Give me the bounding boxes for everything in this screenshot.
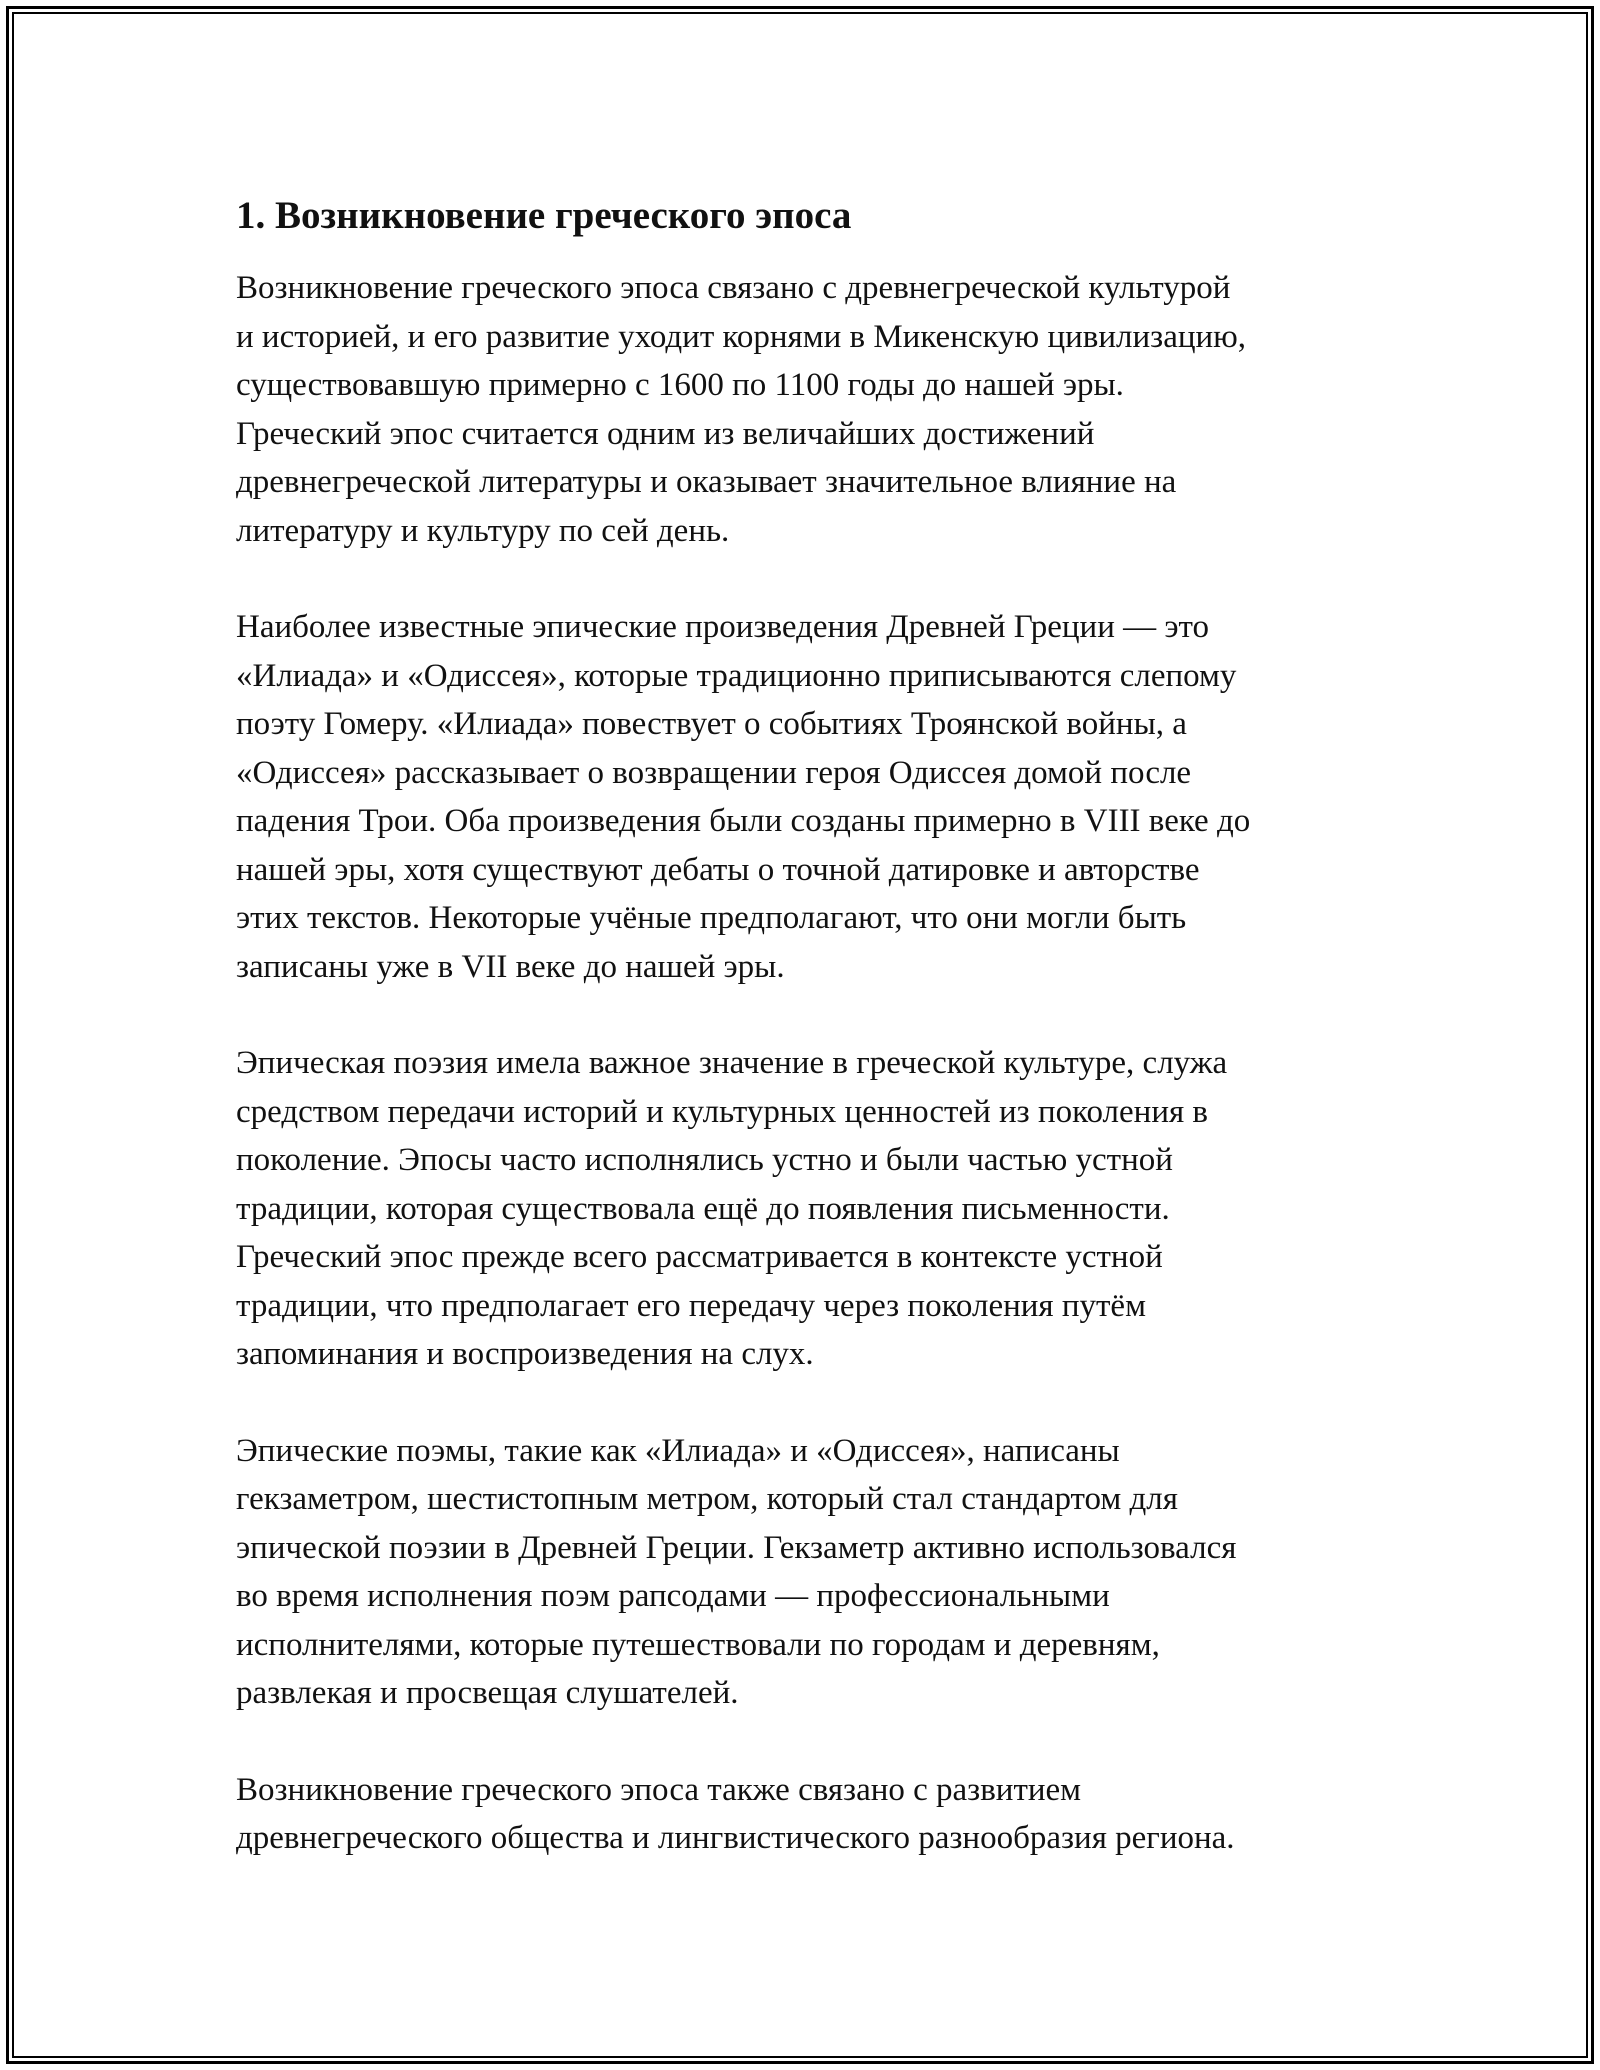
paragraph-society: Возникновение греческого эпоса также связано с развитием древнегреческого общества и лингвистического разнообразия региона. xyxy=(236,1771,1235,1856)
paragraph-famous-works: Наиболее известные эпические произведения Древней Греции — это «Илиада» и «Одиссея», которые традиционно приписываются слепому поэту Гомеру. «Илиада» повествует о событиях Троянской войны, а «Одиссея» рассказывает о возвращении героя Одиссея домой после падения Трои. Оба произведения были созданы примерно в VIII веке до нашей эры, хотя существуют дебаты о точной датировке и авторстве этих текстов. Некоторые учёные предполагают, что они могли быть записаны уже в VII веке до нашей эры. xyxy=(236,609,1251,985)
document-body xyxy=(236,188,1406,1911)
paragraph-origin: Возникновение греческого эпоса связано с древнегреческой культурой и историей, и его развитие уходит корнями в Микенскую цивилизацию, существовавшую примерно с 1600 по 1100 годы до нашей эры. Греческий эпос считается одним из величайших достижений древнегреческой литературы и оказывает значительное влияние на литературу и культуру по сей день. xyxy=(236,270,1247,549)
paragraph-hexameter: Эпические поэмы, такие как «Илиада» и «Одиссея», написаны гекзаметром, шестистопным метром, который стал стандартом для эпической поэзии в Древней Греции. Гекзаметр активно использовался во время исполнения поэм рапсодами — профессиональными исполнителями, которые путешествовали по городам и деревням, развлекая и просвещая слушателей. xyxy=(236,1432,1237,1711)
section-heading: 1. Возникновение греческого эпоса xyxy=(236,194,852,237)
paragraph-oral-tradition: Эпическая поэзия имела важное значение в греческой культуре, служа средством передачи историй и культурных ценностей из поколения в поколение. Эпосы часто исполнялись устно и были частью устной традиции, которая существовала ещё до появления письменности. Греческий эпос прежде всего рассматривается в контексте устной традиции, что предполагает его передачу через поколения путём запоминания и воспроизведения на слух. xyxy=(236,1045,1228,1372)
